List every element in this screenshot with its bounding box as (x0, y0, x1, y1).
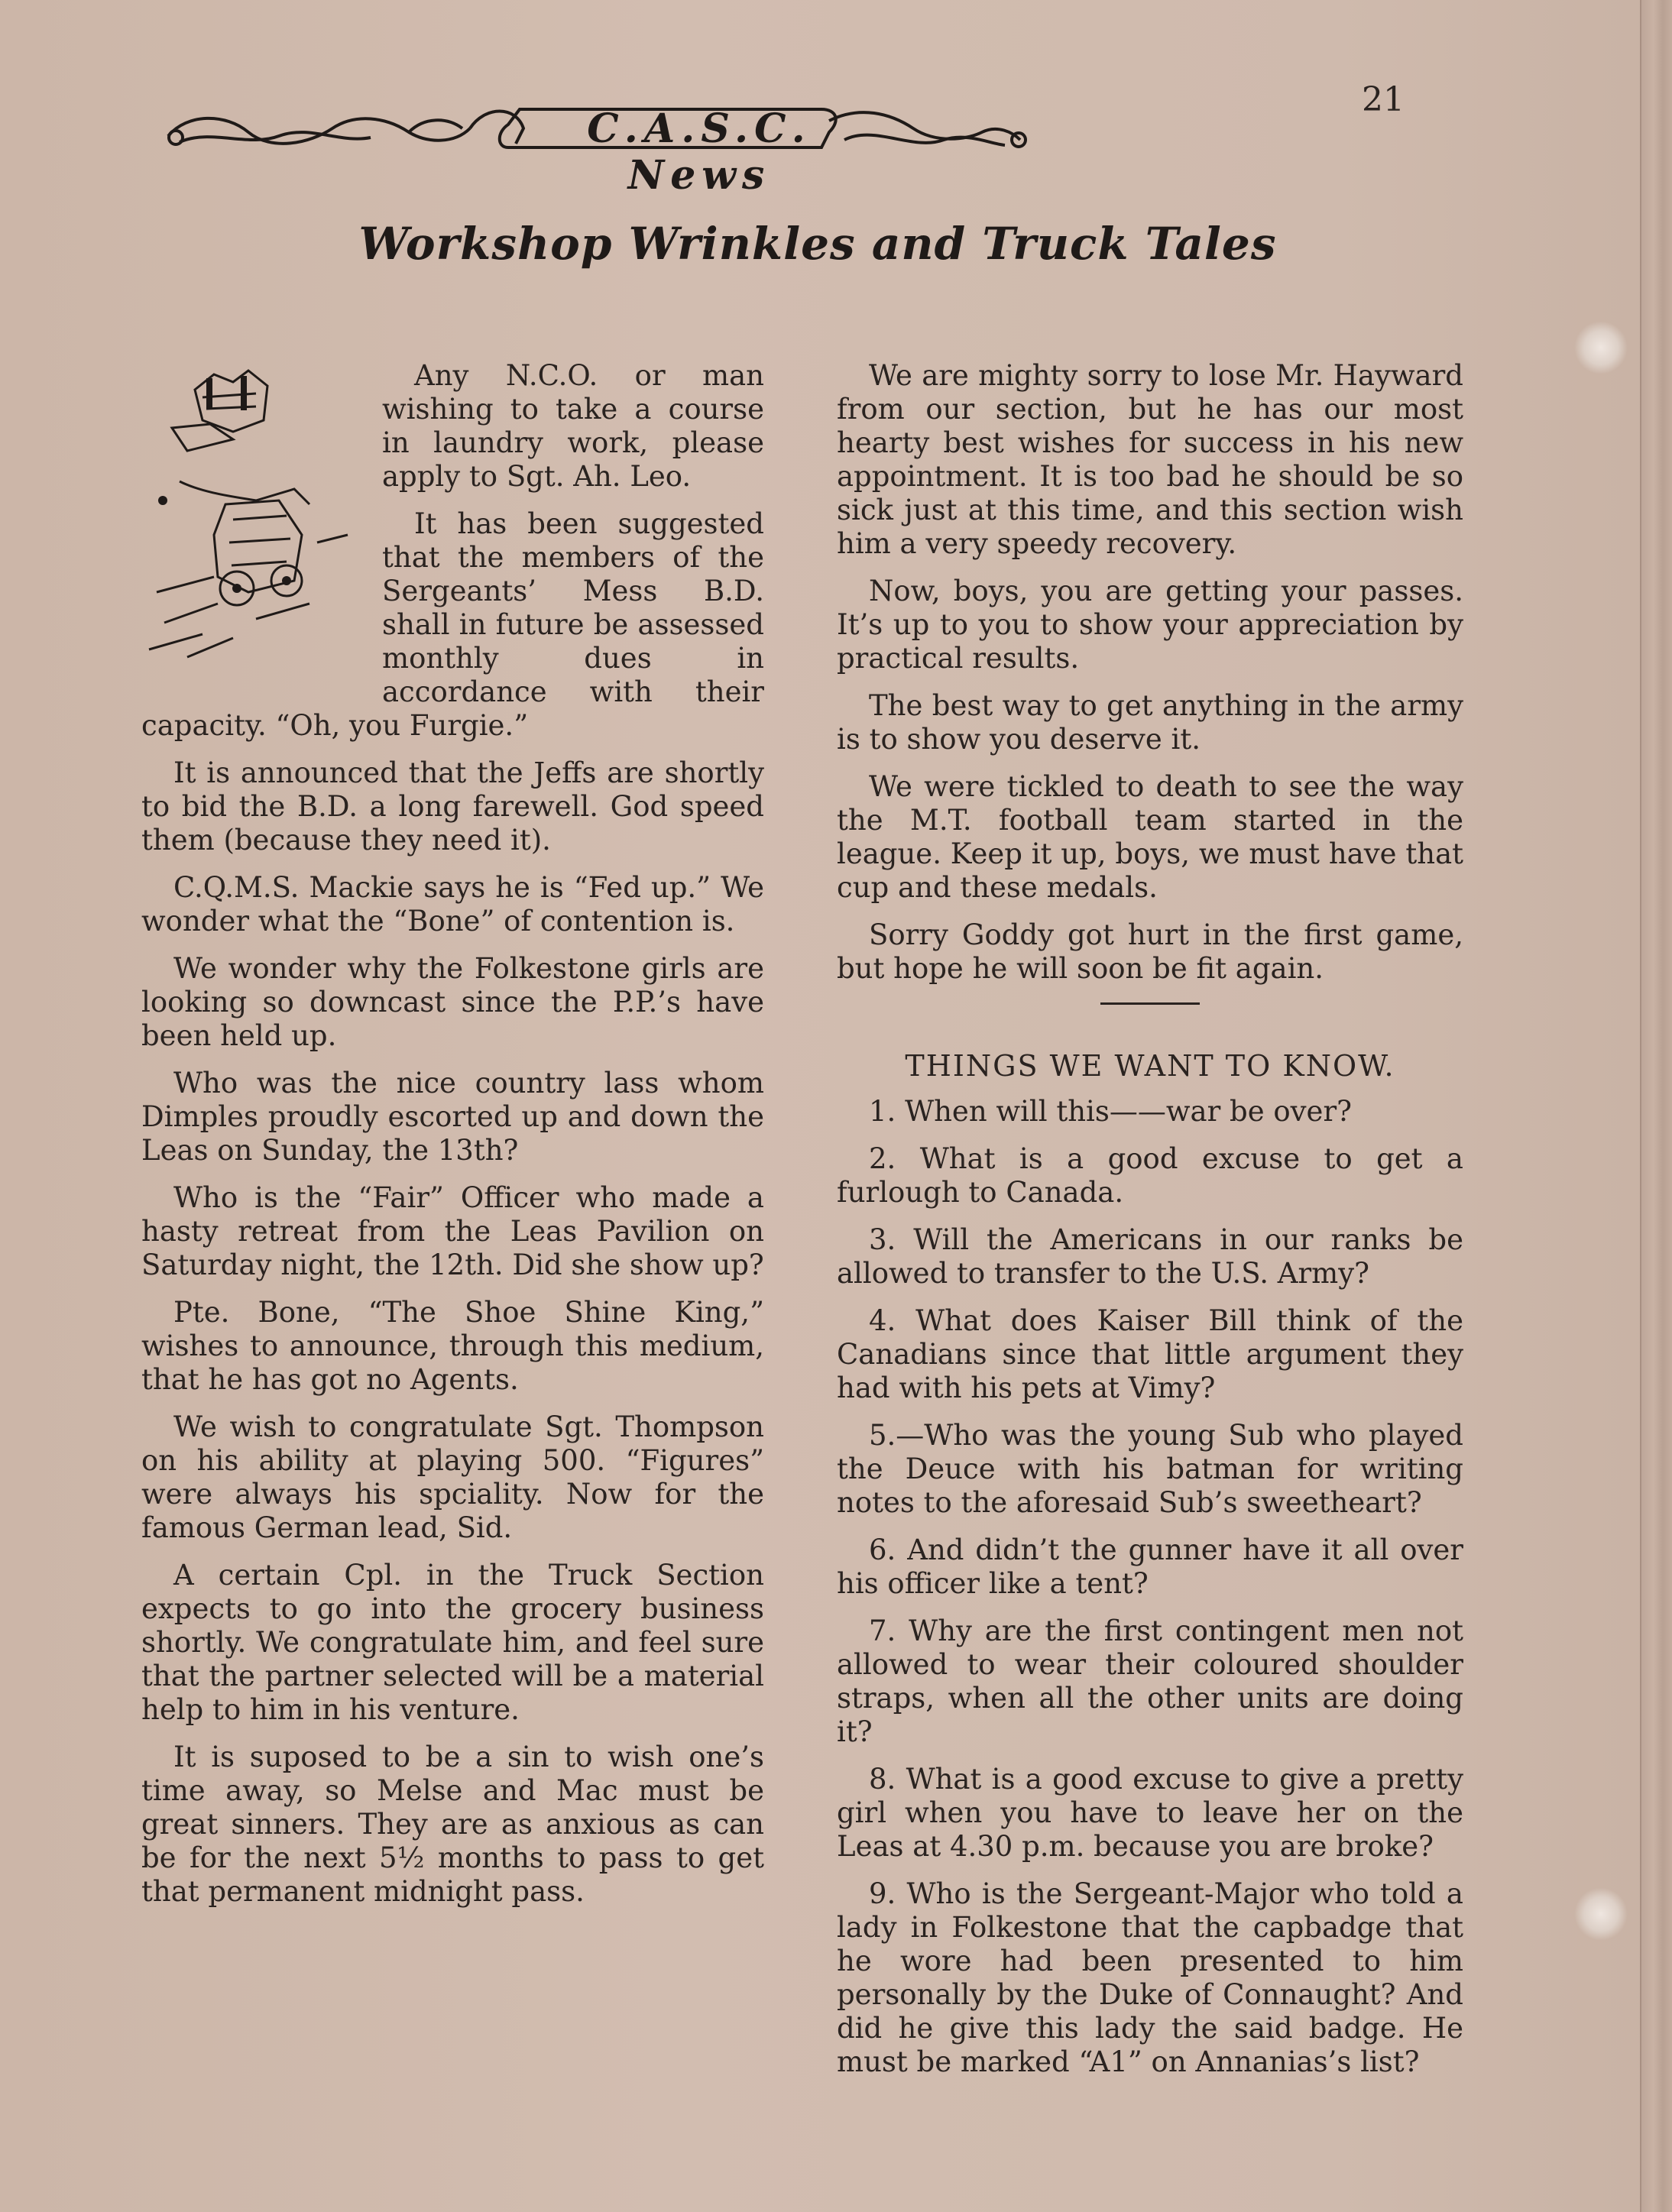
question-item: 4. What does Kaiser Bill think of the Canadians since that little argument they had with his pets at Vimy? (837, 1304, 1463, 1404)
question-item: 5.—Who was the young Sub who played the Deuce with his batman for writing notes to the aforesaid Sub’s sweetheart? (837, 1419, 1463, 1519)
binding-hole-lower (1574, 1887, 1628, 1941)
paragraph: Pte. Bone, “The Shoe Shine King,” wishes to announce, through this medium, that he has got no Agents. (141, 1296, 764, 1396)
question-item: 8. What is a good excuse to give a pretty girl when you have to leave her on the Leas at 4.30 p.m. because you are broke? (837, 1763, 1463, 1863)
paragraph: C.Q.M.S. Mackie says he is “Fed up.” We wonder what the “Bone” of contention is. (141, 871, 764, 938)
paragraph: A certain Cpl. in the Truck Section expects to go into the grocery business shortly. We congratulate him, and feel sure that the partner selected will be a material help to him in his venture. (141, 1559, 764, 1726)
question-item: 1. When will this——war be over? (869, 1095, 1352, 1128)
left-column (141, 359, 764, 1922)
paragraph: We wish to congratulate Sgt. Thompson on his ability at playing 500. “Figures” were always his spciality. Now for the famous German lead, Sid. (141, 1410, 764, 1544)
paragraph: Who was the nice country lass whom Dimples proudly escorted up and down the Leas on Sunday, the 13th? (141, 1067, 764, 1167)
paragraph: Now, boys, you are getting your passes. It’s up to you to show your appreciation by practical results. (837, 575, 1463, 675)
paragraph: We wonder why the Folkestone girls are looking so downcast since the P.P.’s have been held up. (141, 952, 764, 1052)
article-title: Workshop Wrinkles and Truck Tales (358, 218, 1277, 270)
question-item: 2. What is a good excuse to get a furlough to Canada. (837, 1142, 1463, 1209)
paragraph: It is announced that the Jeffs are shortly to bid the B.D. a long farewell. God speed them (because they need it). (141, 756, 764, 857)
question-item: 3. Will the Americans in our ranks be allowed to transfer to the U.S. Army? (837, 1223, 1463, 1290)
paragraph: The best way to get anything in the army is to show you deserve it. (837, 689, 1463, 756)
truck-illustration (141, 359, 363, 680)
masthead (157, 98, 1035, 199)
binding-hole-top (1574, 321, 1628, 374)
page-edge (1640, 0, 1672, 2212)
right-column (837, 359, 1463, 2093)
paragraph: Who is the “Fair” Officer who made a hasty retreat from the Leas Pavilion on Saturday night, the 12th. Did she show up? (141, 1181, 764, 1281)
paragraph: It is suposed to be a sin to wish one’s time away, so Melse and Mac must be great sinners. They are as anxious as can be for the next 5½ months to pass to get that permanent midnight pass. (141, 1741, 764, 1908)
paragraph: Sorry Goddy got hurt in the first game, but hope he will soon be fit again. (837, 918, 1463, 985)
paragraph: It has been suggested that the members of the Sergeants’ Mess B.D. shall in future be assessed monthly dues in accordance with their capacity. “Oh, you Furgie.” (141, 507, 764, 742)
masthead-title: C.A.S.C. News (587, 105, 812, 199)
paragraph: We were tickled to death to see the way the M.T. football team started in the league. Keep it up, boys, we must have that cup and these medals. (837, 770, 1463, 904)
page-number: 21 (1362, 80, 1405, 119)
paragraph: We are mighty sorry to lose Mr. Hayward from our section, but he has our most hearty best wishes for success in his new appointment. It is too bad he should be so sick just at this time, and this section wish him a very speedy recovery. (837, 359, 1463, 560)
question-item: 7. Why are the first contingent men not allowed to wear their coloured shoulder straps, when all the other units are doing it? (837, 1614, 1463, 1748)
paragraph: Any N.C.O. or man wishing to take a course in laundry work, please apply to Sgt. Ah. Leo. (382, 359, 764, 493)
question-item: 9. Who is the Sergeant-Major who told a lady in Folkestone that the capbadge that he wore had been presented to him personally by the Duke of Connaught? And did he give this lady the said badge. He must be marked “A1” on Annanias’s list? (837, 1877, 1463, 2078)
truck-sketch-icon (141, 359, 363, 680)
things-heading: THINGS WE WANT TO KNOW. (905, 1049, 1395, 1083)
question-item: 6. And didn’t the gunner have it all over his officer like a tent? (837, 1534, 1463, 1600)
section-divider (1100, 1002, 1200, 1005)
